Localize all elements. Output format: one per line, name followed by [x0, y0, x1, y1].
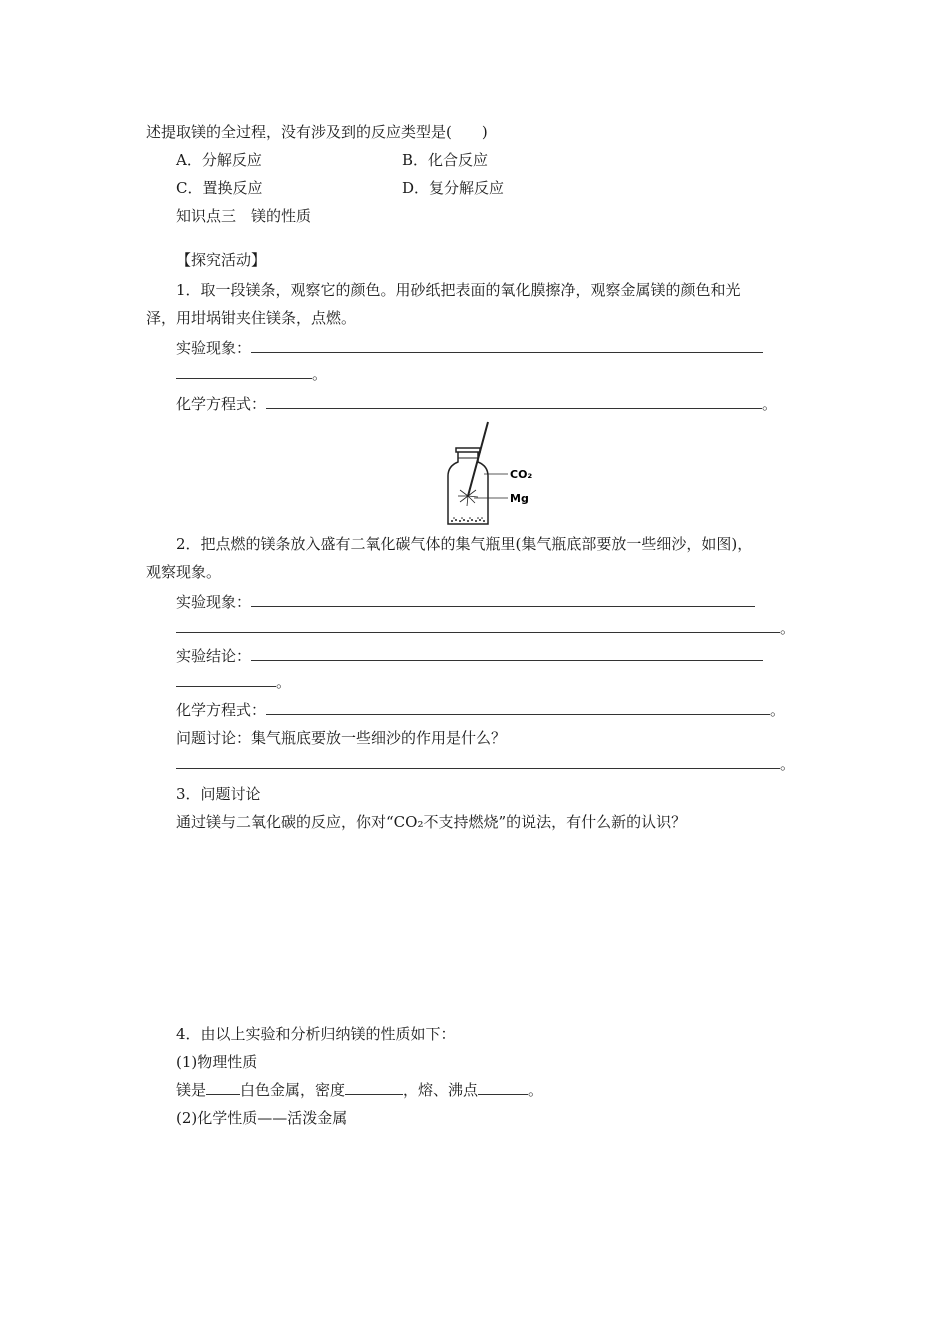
period: 。 — [780, 619, 796, 637]
item1-text-line1: 1．取一段镁条，观察它的颜色。用砂纸把表面的氧化膜擦净，观察金属镁的颜色和光 — [176, 281, 741, 299]
item2-discussion-answer — [176, 754, 795, 774]
item2-phenomenon-label: 实验现象： — [176, 593, 252, 611]
item1-phenomenon-label: 实验现象： — [176, 339, 252, 357]
physical-properties — [176, 1080, 543, 1100]
item2-equation-blank[interactable] — [266, 700, 770, 715]
color-blank[interactable] — [206, 1080, 240, 1095]
item3-heading: 3．问题讨论 — [176, 785, 261, 803]
item2-text-line1: 2．把点燃的镁条放入盛有二氧化碳气体的集气瓶里(集气瓶底部要放一些细沙，如图)， — [176, 535, 753, 553]
mg-label: Mg — [510, 492, 529, 505]
item1-phenomenon-blank-2[interactable] — [176, 364, 312, 379]
physical-part3: ，熔、沸点 — [403, 1081, 479, 1099]
item1-equation — [176, 394, 777, 414]
item4-heading: 4．由以上实验和分析归纳镁的性质如下： — [176, 1025, 456, 1043]
gas-jar-figure — [440, 418, 550, 530]
period: 。 — [770, 701, 786, 719]
item1-text-line2: 泽，用坩埚钳夹住镁条，点燃。 — [146, 309, 357, 327]
density-blank[interactable] — [345, 1080, 403, 1095]
item2-conclusion-cont — [176, 672, 291, 692]
item1-equation-blank[interactable] — [266, 394, 762, 409]
item1-equation-label: 化学方程式： — [176, 395, 267, 413]
item2-equation — [176, 700, 785, 720]
item2-phenomenon-blank[interactable] — [251, 592, 755, 607]
option-b: B．化合反应 — [402, 151, 489, 169]
item2-text-line2: 观察现象。 — [146, 563, 222, 581]
item2-phenomenon-cont — [176, 618, 795, 638]
item2-discussion-question: 问题讨论：集气瓶底要放一些细沙的作用是什么？ — [176, 729, 507, 747]
item1-phenomenon — [176, 338, 763, 358]
item2-phenomenon — [176, 592, 755, 612]
item2-conclusion-label: 实验结论： — [176, 647, 252, 665]
item2-discussion-blank[interactable] — [176, 754, 780, 769]
explore-heading: 【探究活动】 — [176, 251, 267, 269]
item2-conclusion — [176, 646, 763, 666]
item1-phenomenon-blank[interactable] — [251, 338, 763, 353]
physical-heading: (1)物理性质 — [176, 1053, 258, 1071]
item3-question: 通过镁与二氧化碳的反应，你对“CO₂不支持燃烧”的说法，有什么新的认识？ — [176, 813, 687, 831]
item2-phenomenon-blank-2[interactable] — [176, 618, 780, 633]
section-title: 知识点三 镁的性质 — [176, 207, 312, 225]
physical-part2: 白色金属，密度 — [240, 1081, 346, 1099]
option-a: A．分解反应 — [176, 151, 262, 169]
item1-phenomenon-cont — [176, 364, 327, 384]
co2-label: CO₂ — [510, 468, 533, 481]
period: 。 — [528, 1081, 544, 1099]
item2-conclusion-blank[interactable] — [251, 646, 763, 661]
question-tail: 述提取镁的全过程，没有涉及到的反应类型是( ) — [146, 123, 488, 141]
period: 。 — [312, 365, 328, 383]
item2-conclusion-blank-2[interactable] — [176, 672, 276, 687]
gas-jar-diagram — [440, 418, 550, 530]
period: 。 — [762, 395, 778, 413]
melting-point-blank[interactable] — [478, 1080, 528, 1095]
period: 。 — [276, 673, 292, 691]
period: 。 — [780, 755, 796, 773]
option-c: C．置换反应 — [176, 179, 263, 197]
physical-part1: 镁是 — [176, 1081, 207, 1099]
chemical-heading: (2)化学性质——活泼金属 — [176, 1109, 348, 1127]
item2-equation-label: 化学方程式： — [176, 701, 267, 719]
option-d: D．复分解反应 — [402, 179, 505, 197]
